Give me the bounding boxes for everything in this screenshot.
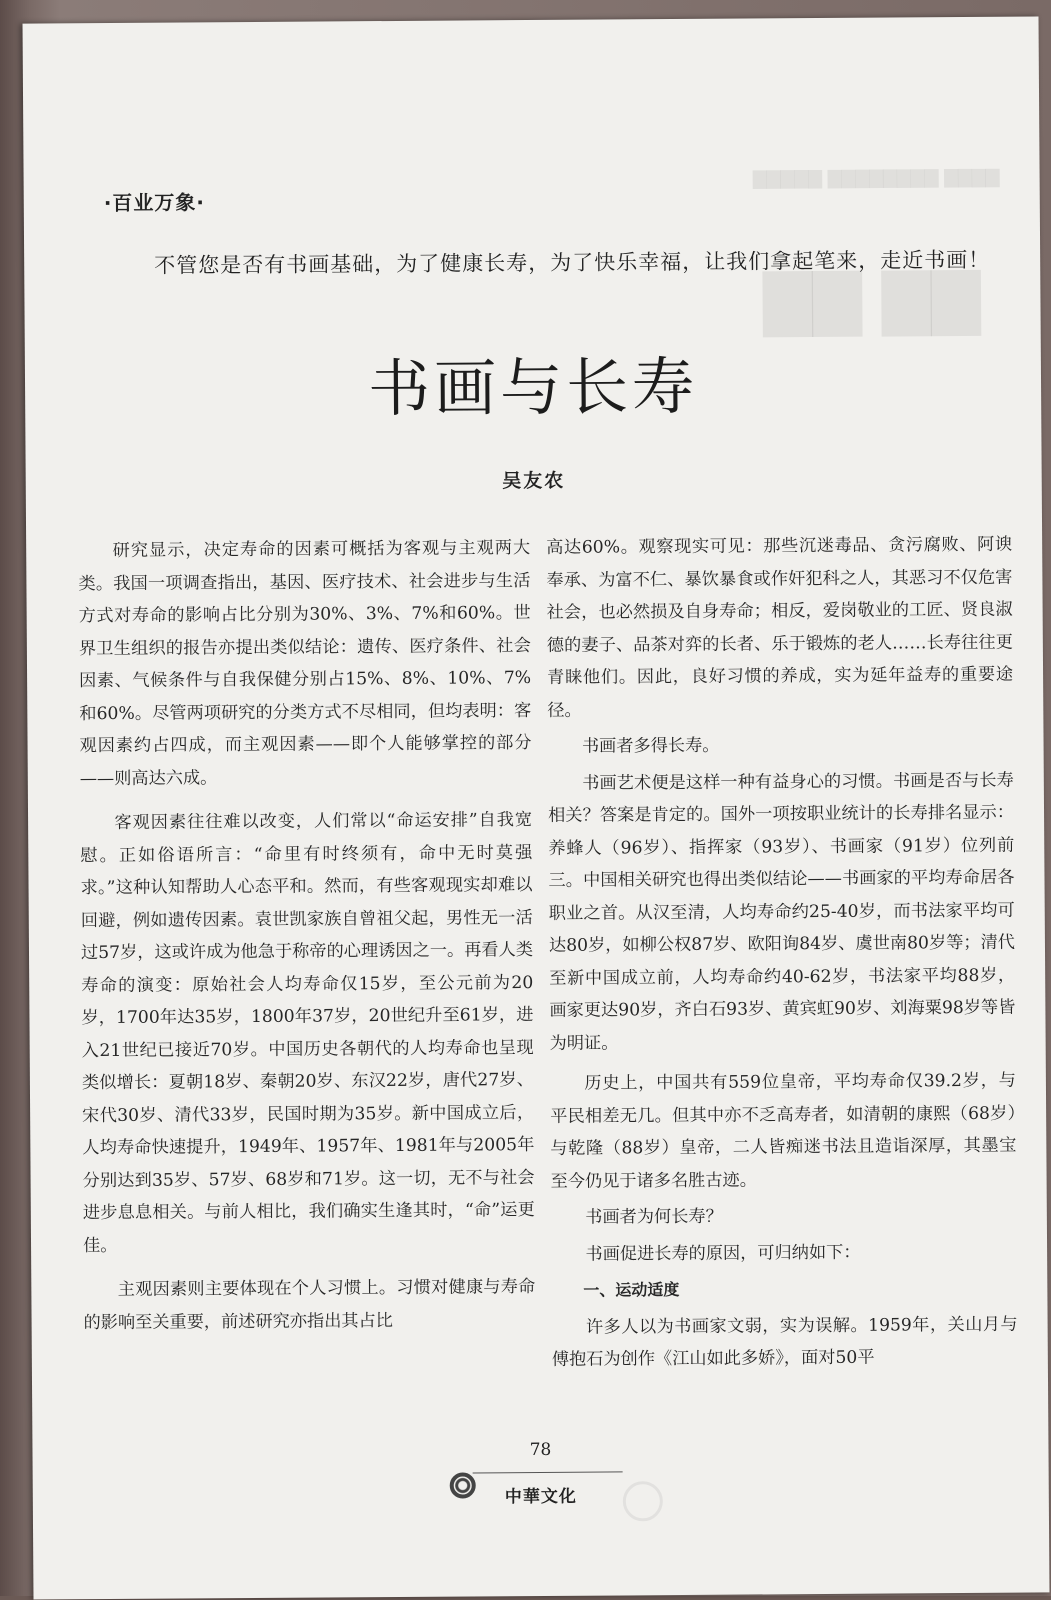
show-through-heading: ▇▇ ▇▇ xyxy=(762,261,981,338)
section-lead-line: 书画者多得长寿。 xyxy=(581,735,720,757)
author-byline: 吴友农 xyxy=(502,469,566,493)
body-column-left xyxy=(78,532,536,1339)
footer-rule xyxy=(473,1471,623,1473)
magazine-name: 中華文化 xyxy=(504,1486,577,1508)
page-number: 78 xyxy=(529,1439,552,1461)
body-paragraph: 研究显示，决定寿命的因素可概括为客观与主观两大类。我国一项调查指出，基因、医疗技术、社会进步与生活方式对寿命的影响占比分别为30%、3%、7%和60%。世界卫生组织的报告亦提出类似结论：遗传、医疗条件、社会因素、气候条件与自我保健分别占15%、8%、10%、7%和60%。尽管两项研究的分类方式不尽相同，但均表明：客观因素约占四成，而主观因素——即个人能够掌控的部分——则高达六成。 xyxy=(78,538,532,789)
magazine-page xyxy=(23,16,1050,1599)
lead-paragraph: 不管您是否有书画基础，为了健康长寿，为了快乐幸福，让我们拿起笔来，走近书画！ xyxy=(154,247,991,278)
show-through-logo xyxy=(623,1481,663,1521)
body-paragraph: 客观因素往往难以改变，人们常以“命运安排”自我宽慰。正如俗语所言：“命里有时终须有，命中无时莫强求。”这种认知帮助人心态平和。然而，有些客观现实却难以回避，例如遗传因素。袁世凯家族自曾祖父起，男性无一活过57岁，这或许成为他急于称帝的心理诱因之一。再看人类寿命的演变：原始社会人均寿命仅15岁，至公元前为20岁，1700年达35岁，1800年37岁，20世纪升至61岁，进入21世纪已接近70岁。中国历史各朝代的人均寿命也呈现类似增长：夏朝18岁、秦朝20岁、东汉22岁，唐代27岁、宋代30岁、清代33岁，民国时期为35岁。新中国成立后，人均寿命快速提升，1949年、1957年、1981年与2005年分别达到35岁、57岁、68岁和71岁。这一切，无不与社会进步息息相关。与前人相比，我们确实生逢其时，“命”运更佳。 xyxy=(80,810,535,1256)
body-column-right xyxy=(546,529,1018,1377)
show-through-band: ▇▇▇▇▇ ▇▇▇▇▇▇▇▇ ▇▇▇▇ xyxy=(752,166,1000,190)
article-title: 书画与长寿 xyxy=(367,349,699,426)
body-paragraph: 书画艺术便是这样一种有益身心的习惯。书画是否与长寿相关？答案是肯定的。国外一项按职业统计的长寿排名显示：养蜂人（96岁）、指挥家（93岁）、书画家（91岁）位列前三。中国相关研究也得出类似结论——书画家的平均寿命居各职业之首。从汉至清，人均寿命约25-40岁，而书法家平均可达80岁，如柳公权87岁、欧阳询84岁、虞世南80岁等；清代至新中国成立前，人均寿命约40-62岁，书法家平均88岁，画家更达90岁，齐白石93岁、黄宾虹90岁、刘海粟98岁等皆为明证。 xyxy=(547,770,1016,1054)
body-paragraph: 书画促进长寿的原因，可归纳如下： xyxy=(585,1242,861,1265)
subheading: 一、运动适度 xyxy=(583,1280,680,1300)
body-paragraph: 高达60%。观察现实可见：那些沉迷毒品、贪污腐败、阿谀奉承、为富不仁、暴饮暴食或作奸犯科之人，其恶习不仅危害社会，也必然损及自身寿命；相反，爱岗敬业的工匠、贤良淑德的妻子、品茶对弈的长者、乐于锻炼的老人……长寿往往更青睐他们。因此，良好习惯的养成，实为延年益寿的重要途径。 xyxy=(546,534,1014,721)
body-paragraph: 许多人以为书画家文弱，实为误解。1959年，关山月与傅抱石为创作《江山如此多娇》，面对50平 xyxy=(551,1314,1018,1370)
body-paragraph: 历史上，中国共有559位皇帝，平均寿命仅39.2岁，与平民相差无几。但其中亦不乏高寿者，如清朝的康熙（68岁）与乾隆（88岁）皇帝，二人皆痴迷书法且造诣深厚，其墨宝至今仍见于诸多名胜古迹。 xyxy=(550,1070,1017,1192)
section-lead-line: 书画者为何长寿？ xyxy=(585,1206,723,1228)
body-paragraph: 主观因素则主要体现在个人习惯上。习惯对健康与寿命的影响至关重要，前述研究亦指出其占比 xyxy=(83,1277,536,1333)
section-tag: ·百业万象· xyxy=(103,190,206,216)
